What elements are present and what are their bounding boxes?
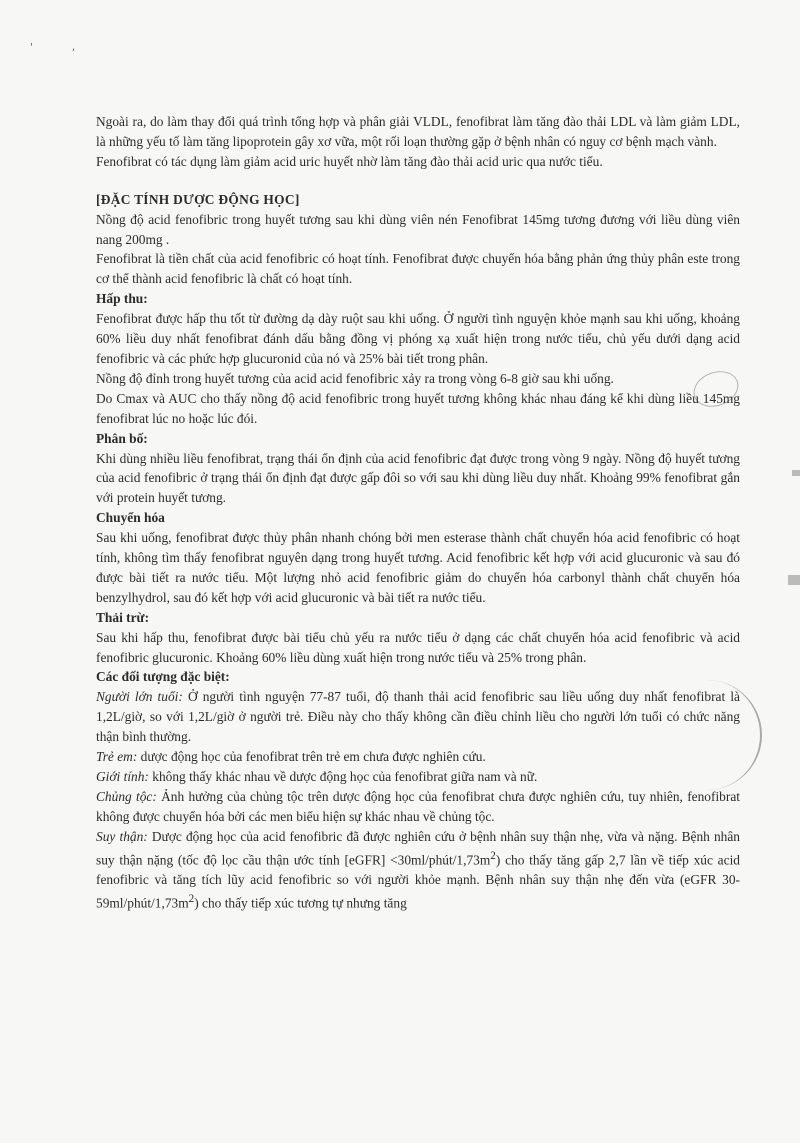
label-children: Trẻ em: bbox=[96, 749, 138, 765]
subheading-absorption: Hấp thu: bbox=[96, 291, 148, 307]
paragraph: Fenofibrat là tiền chất của acid fenofibric có hoạt tính. Fenofibrat được chuyển hóa bằng phản ứng thủy phân este trong cơ thể thành acid fenofibric là chất có hoạt tính. bbox=[96, 251, 740, 287]
paragraph: Nồng độ đỉnh trong huyết tương của acid acid fenofibric xảy ra trong vòng 6-8 giờ sau khi uống. bbox=[96, 370, 614, 386]
paragraph: Sau khi hấp thu, fenofibrat được bài tiểu chủ yếu ra nước tiểu ở dạng các chất chuyển hóa acid fenofibric và acid fenofibric glucuronic. Khoảng 60% liều dùng xuất hiện trong nước tiểu và 25% trong phân. bbox=[96, 629, 740, 665]
subheading-distribution: Phân bố: bbox=[96, 430, 148, 446]
paragraph: Sau khi uống, fenofibrat được thủy phân nhanh chóng bởi men esterase thành chất chuyển hóa acid fenofibric có hoạt tính, không tìm thấy fenofibrat nguyên dạng trong huyết tương. Acid fenofibric kết hợp với acid glucuronic và sau đó được bài tiết ra nước tiểu. Một lượng nhỏ acid fenofibric giảm do chuyển hóa carbonyl thành chất chuyển hóa benzylhydrol, sau đó kết hợp với acid glucuronic và bài tiết ra nước tiểu. bbox=[96, 530, 740, 605]
paragraph-renal bbox=[96, 827, 740, 914]
text-gender: không thấy khác nhau về dược động học của fenofibrat giữa nam và nữ. bbox=[148, 769, 538, 784]
paragraph: Khi dùng nhiều liều fenofibrat, trạng thái ổn định của acid fenofibric đạt được trong vòng 9 ngày. Nồng độ huyết tương của acid fenofibric ở trạng thái ổn định đạt được gấp đôi so với sau khi dùng liều duy nhất. Khoảng 99% fenofibrat gắn với protein huyết tương. bbox=[96, 450, 740, 506]
paragraph-children bbox=[96, 747, 740, 767]
label-race: Chủng tộc: bbox=[96, 788, 157, 804]
subheading-elimination: Thải trừ: bbox=[96, 609, 150, 625]
scan-edge-mark bbox=[788, 575, 800, 585]
text-renal-3: ) cho thấy tiếp xúc tương tự nhưng tăng bbox=[194, 895, 407, 911]
paragraph: Ngoài ra, do làm thay đổi quá trình tổng hợp và phân giải VLDL, fenofibrat làm tăng đào thải LDL và làm giảm LDL, là những yếu tố làm tăng lipoprotein gây xơ vữa, một rối loạn thường gặp ở bệnh nhân có nguy cơ bệnh mạch vành. bbox=[96, 114, 740, 149]
subheading-special-populations: Các đối tượng đặc biệt: bbox=[96, 669, 230, 685]
paragraph-elderly bbox=[96, 687, 740, 747]
superscript: 2 bbox=[490, 849, 496, 862]
paragraph-gender bbox=[96, 767, 740, 787]
scan-edge-mark bbox=[792, 470, 800, 476]
document-body bbox=[96, 112, 740, 913]
superscript: 2 bbox=[188, 892, 195, 905]
margin-marks: ' , bbox=[30, 42, 94, 53]
text-renal-1: Dược động học của acid fenofibric đã được nghiên cứu ở bệnh nhân suy thận nhẹ, vừa và nặng. Bệnh nhân suy thận nặng (tốc độ lọc cầu thận ước tính [eGFR] <30ml/phút/1,73m bbox=[96, 828, 741, 868]
paragraph: Nồng độ acid fenofibric trong huyết tương sau khi dùng viên nén Fenofibrat 145mg tương đương với liều dùng viên nang 200mg . bbox=[96, 211, 740, 247]
text-elderly: Ở người tình nguyện 77-87 tuổi, độ thanh thải acid fenofibric sau liều uống duy nhất fenofibrat là 1,2L/giờ, so với 1,2L/giờ ở người trẻ. Điều này cho thấy không cần điều chỉnh liều cho người lớn tuổi có chức năng thận bình thường. bbox=[96, 689, 740, 745]
text-children: dược động học của fenofibrat trên trẻ em chưa được nghiên cứu. bbox=[137, 749, 486, 765]
text-race: Ảnh hưởng của chủng tộc trên dược động học của fenofibrat chưa được nghiên cứu, tuy nhiên, fenofibrat không được chuyển hóa bởi các men biểu hiện sự khác nhau về chủng tộc. bbox=[96, 788, 740, 824]
paragraph: Do Cmax và AUC cho thấy nồng độ acid fenofibric trong huyết tương không khác nhau đáng kể khi dùng liều 145mg fenofibrat lúc no hoặc lúc đói. bbox=[96, 390, 740, 426]
label-gender: Giới tính: bbox=[96, 769, 149, 784]
text-renal-2: ) cho thấy tăng gấp 2,7 lần về tiếp xúc acid fenofibric và tăng tích lũy acid fenofibric so với người khỏe mạnh. Bệnh nhân suy thận nhẹ đến vừa (eGFR 30-59ml/phút/1,73m bbox=[96, 852, 740, 911]
paragraph: Fenofibrat được hấp thu tốt từ đường dạ dày ruột sau khi uống. Ở người tình nguyện khỏe mạnh sau khi uống, khoảng 60% liều duy nhất fenofibrat đánh dấu bằng đồng vị phóng xạ xuất hiện trong nước tiểu, chủ yếu dưới dạng acid fenofibric và các phức hợp glucuronid của nó và 25% bài tiết trong phân. bbox=[96, 311, 740, 366]
subheading-metabolism: Chuyển hóa bbox=[96, 510, 165, 526]
label-elderly: Người lớn tuổi: bbox=[96, 689, 183, 705]
section-title: [ĐẶC TÍNH DƯỢC ĐỘNG HỌC] bbox=[96, 191, 300, 207]
paragraph-race bbox=[96, 787, 740, 827]
paragraph: Fenofibrat có tác dụng làm giảm acid uric huyết nhờ làm tăng đào thải acid uric qua nước tiểu. bbox=[96, 153, 603, 169]
label-renal: Suy thận: bbox=[96, 828, 148, 844]
